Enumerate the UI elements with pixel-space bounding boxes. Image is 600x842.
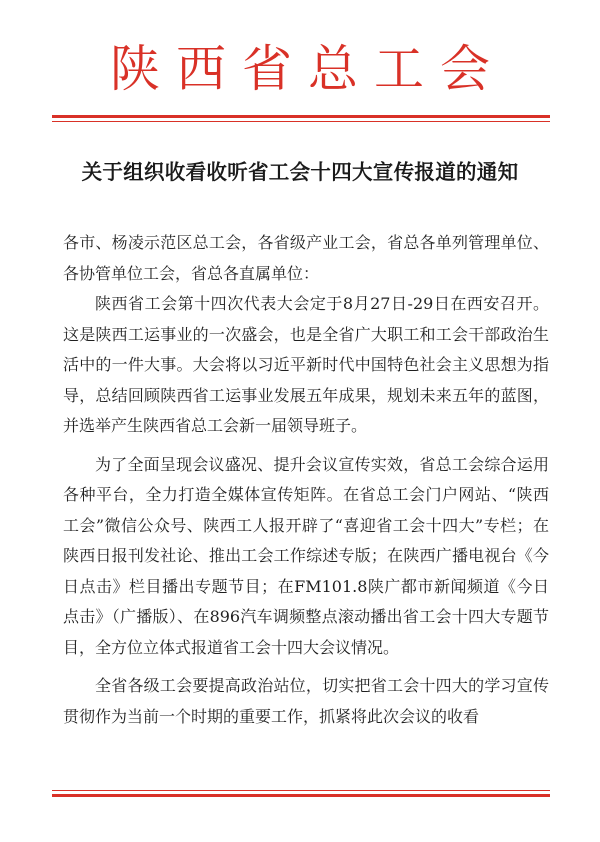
document-title: 关于组织收看收听省工会十四大宣传报道的通知 bbox=[81, 160, 519, 184]
footer-divider-thin bbox=[52, 790, 550, 791]
paragraph-2: 为了全面呈现会议盛况、提升会议宣传实效，省总工会综合运用各种平台，全力打造全媒体宣传矩阵。在省总工会门户网站、“陕西工会”微信公众号、陕西工人报开辟了“喜迎省工会十四大”专栏；在陕西日报刊发社论、推出工会工作综述专版；在陕西广播电视台《今日点击》栏目播出专题节目；在FM101.8陕广都市新闻频道《今日点击》（广播版）、在896汽车调频整点滚动播出省工会十四大专题节目，全方位立体式报道省工会十四大会议情况。 bbox=[63, 454, 549, 657]
salutation: 各市、杨凌示范区总工会，各省级产业工会，省总各单列管理单位、各协管单位工会，省总各直属单位： bbox=[63, 233, 549, 283]
letterhead-divider-thin bbox=[52, 121, 550, 122]
paragraph-3: 全省各级工会要提高政治站位，切实把省工会十四大的学习宣传贯彻作为当前一个时期的重要工作，抓紧将此次会议的收看 bbox=[63, 676, 549, 726]
footer-divider-thick bbox=[52, 794, 550, 797]
paragraph-1: 陕西省工会第十四次代表大会定于8月27日-29日在西安召开。这是陕西工运事业的一次盛会，也是全省广大职工和工会干部政治生活中的一件大事。大会将以习近平新时代中国特色社会主义思想为指导，总结回顾陕西省工运事业发展五年成果，规划未来五年的蓝图，并选举产生陕西省总工会新一届领导班子。 bbox=[63, 294, 549, 435]
letterhead-divider-thick bbox=[52, 115, 550, 118]
document-body bbox=[63, 228, 549, 732]
letterhead-org-name: 陕西省总工会 bbox=[110, 40, 506, 98]
